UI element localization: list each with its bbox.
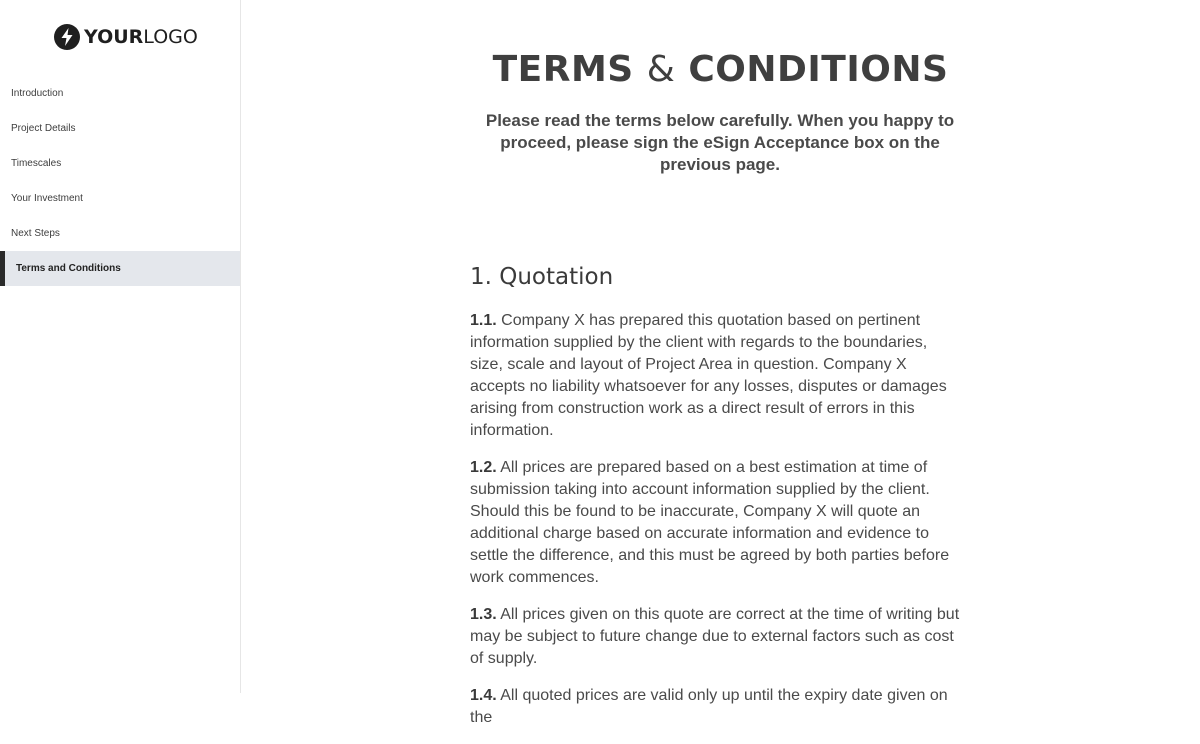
clause [470,310,962,442]
clause-number: 1.3. [470,606,497,623]
sidebar-item-terms-and-conditions[interactable]: Terms and Conditions [0,251,240,286]
sidebar-item-next-steps[interactable]: Next Steps [11,228,60,239]
clause [470,685,962,729]
main-content [241,0,1200,726]
terms-section [470,262,962,744]
clause-number: 1.4. [470,687,497,704]
clause [470,457,962,589]
sidebar-nav [0,76,240,286]
clause-text: Company X has prepared this quotation based on pertinent information supplied by the client with regards to the boundaries, size, scale and layout of Project Area in question. Company X accepts no liability whatsoever for any losses, disputes or damages arising from construction work as a direct result of errors in this information. [470,312,947,439]
clause-number: 1.2. [470,459,497,476]
intro-text: Please read the terms below carefully. When you happy to proceed, please sign the eSign Acceptance box on the previous page. [485,111,955,174]
logo-text-bold: YOUR [84,26,144,48]
clause-number: 1.1. [470,312,497,329]
lightning-bolt-icon [54,24,80,50]
logo-text-light: LOGO [143,26,198,48]
sidebar-item-introduction[interactable]: Introduction [11,88,64,99]
logo-text [84,24,198,50]
page-title-right: CONDITIONS [688,49,949,90]
sidebar-item-timescales[interactable]: Timescales [11,158,62,169]
clause [470,604,962,670]
page-title-amp: & [646,49,676,90]
page-title [241,46,1200,94]
sidebar-item-your-investment[interactable]: Your Investment [11,193,83,204]
sidebar-item-project-details[interactable]: Project Details [11,123,76,134]
section-title: 1. Quotation [470,264,614,290]
clause-text: All prices given on this quote are correct at the time of writing but may be subject to future change due to external factors such as cost of supply. [470,606,960,667]
logo[interactable] [54,24,198,50]
page-title-left: TERMS [492,49,634,90]
clause-text: All prices are prepared based on a best estimation at time of submission taking into account information supplied by the client. Should this be found to be inaccurate, Company X will quote an additional charge based on accurate information and evidence to settle the difference, and this must be agreed by both parties before work commences. [470,459,950,586]
sidebar [0,0,241,693]
clause-text: All quoted prices are valid only up until the expiry date given on the [470,687,948,726]
